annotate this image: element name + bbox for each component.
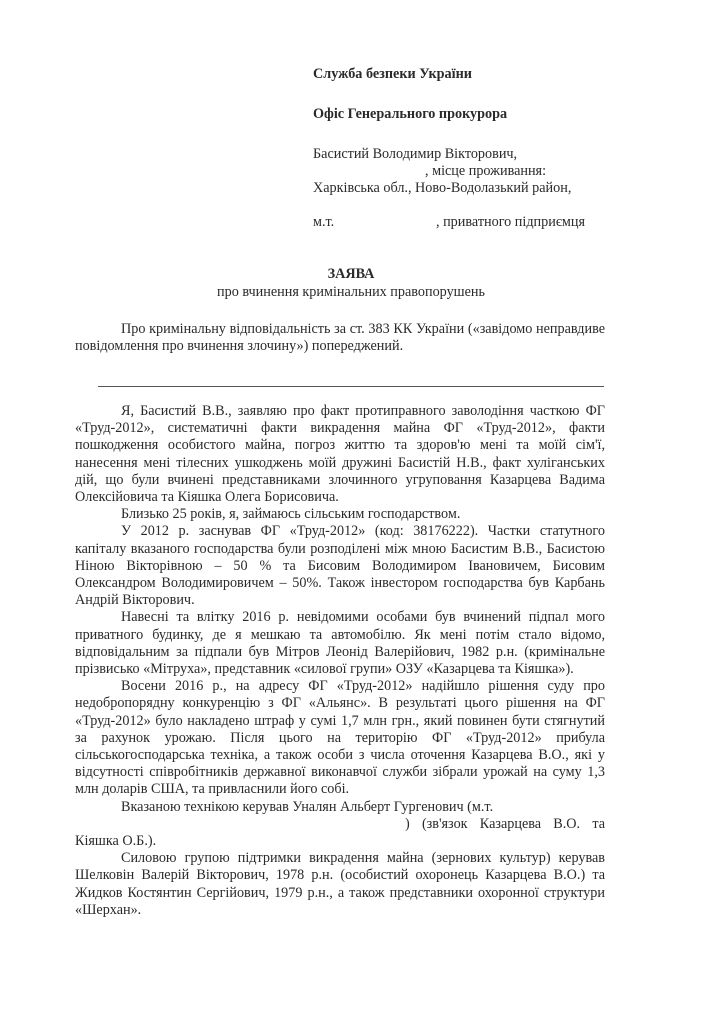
liability-warning (75, 321, 605, 355)
sender-occupation: , приватного підприємця (436, 214, 586, 230)
statement-body (75, 403, 605, 919)
liability-warning-text: Про кримінальну відповідальність за ст. 383 КК України («завідомо неправдиве повідомлення про вчинення злочину») попереджений. (75, 321, 605, 355)
divider-line (98, 386, 604, 387)
paragraph-court-decision: Восени 2016 р., на адресу ФГ «Труд-2012» надійшло рішення суду про недобропорядну конкуренцію з ФГ «Альянс». В результаті цього рішення на ФГ «Труд-2012» було накладено штраф у сумі 1,7 млн грн., який повинен бути стягнутий за рахунок урожаю. Після цього на територію ФГ «Труд-2012» прибула сільськогосподарська техніка, а також особи з числа оточення Казарцева В.О., які у відсутності співробітників державної виконавчої служби зібрали урожай на суму 1,3 млн доларів США, та привласнили його собі. (75, 678, 605, 798)
document-subtitle: про вчинення кримінальних правопорушень (217, 284, 485, 300)
document-title: ЗАЯВА (327, 266, 375, 282)
paragraph-arson: Навесні та влітку 2016 р. невідомими особами був вчинений підпал мого приватного будинку, де я мешкаю та автомобілю. Як мені потім стало відомо, відповідальним за підпали був Мітров Леонід Валерійович, 1982 р.н. (кримінальне прізвисько «Мітруха», представник «силової групи» ОЗУ «Казарцева та Кіяшка»). (75, 609, 605, 678)
sender-town-prefix: м.т. (313, 214, 335, 230)
sender-residence-label: , місце проживання: (425, 163, 547, 179)
machinery-text-part2: ) (зв'язок Казарцева В.О. та Кіяшка О.Б.). (75, 815, 605, 850)
addressee-prosecutor-office: Офіс Генерального прокурора (313, 106, 508, 122)
paragraph-security-group: Силовою групою підтримки викрадення майна (зернових культур) керував Шелковін Валерій Вікторович, 1978 р.н. (особистий охоронець Казарцева В.О.) та Жидков Костянтин Сергійович, 1979 р.н., а також представники охоронної структури «Шерхан». (75, 850, 605, 918)
paragraph-claims: Я, Басистий В.В., заявляю про факт протиправного заволодіння часткою ФГ «Труд-2012», систематичні факти викрадення майна ФГ «Труд-2012», факти пошкодження особистого майна, погроз життю та здоров'ю мені та моїй сім'ї, нанесення мені тілесних ушкоджень моїй дружині Басистій Н.В., факт хуліганських дій, що були вчинені представниками злочинного угруповання Казарцева Вадима Олексійовича та Кіяшка Олега Борисовича. (75, 403, 605, 506)
paragraph-machinery (75, 799, 605, 851)
addressee-sbu: Служба безпеки України (313, 66, 472, 82)
machinery-text-part1: Вказаною технікою керував Уналян Альберт Гургенович (м.т. (121, 798, 494, 815)
sender-name: Басистий Володимир Вікторович, (313, 146, 518, 162)
paragraph-experience: Близько 25 років, я, займаюсь сільським господарством. (121, 506, 461, 523)
paragraph-founding: У 2012 р. заснував ФГ «Труд-2012» (код: 38176222). Частки статутного капіталу вказаного господарства були розподілені між мною Басистим В.В., Басистою Ніною Вікторівною – 50 % та Бисовим Володимиром Івановичем, Бисовим Олександром Володимировичем – 50%. Також інвестором господарства був Карбань Андрій Вікторович. (75, 523, 605, 609)
sender-region: Харківська обл., Ново-Водолазький район, (313, 180, 572, 196)
